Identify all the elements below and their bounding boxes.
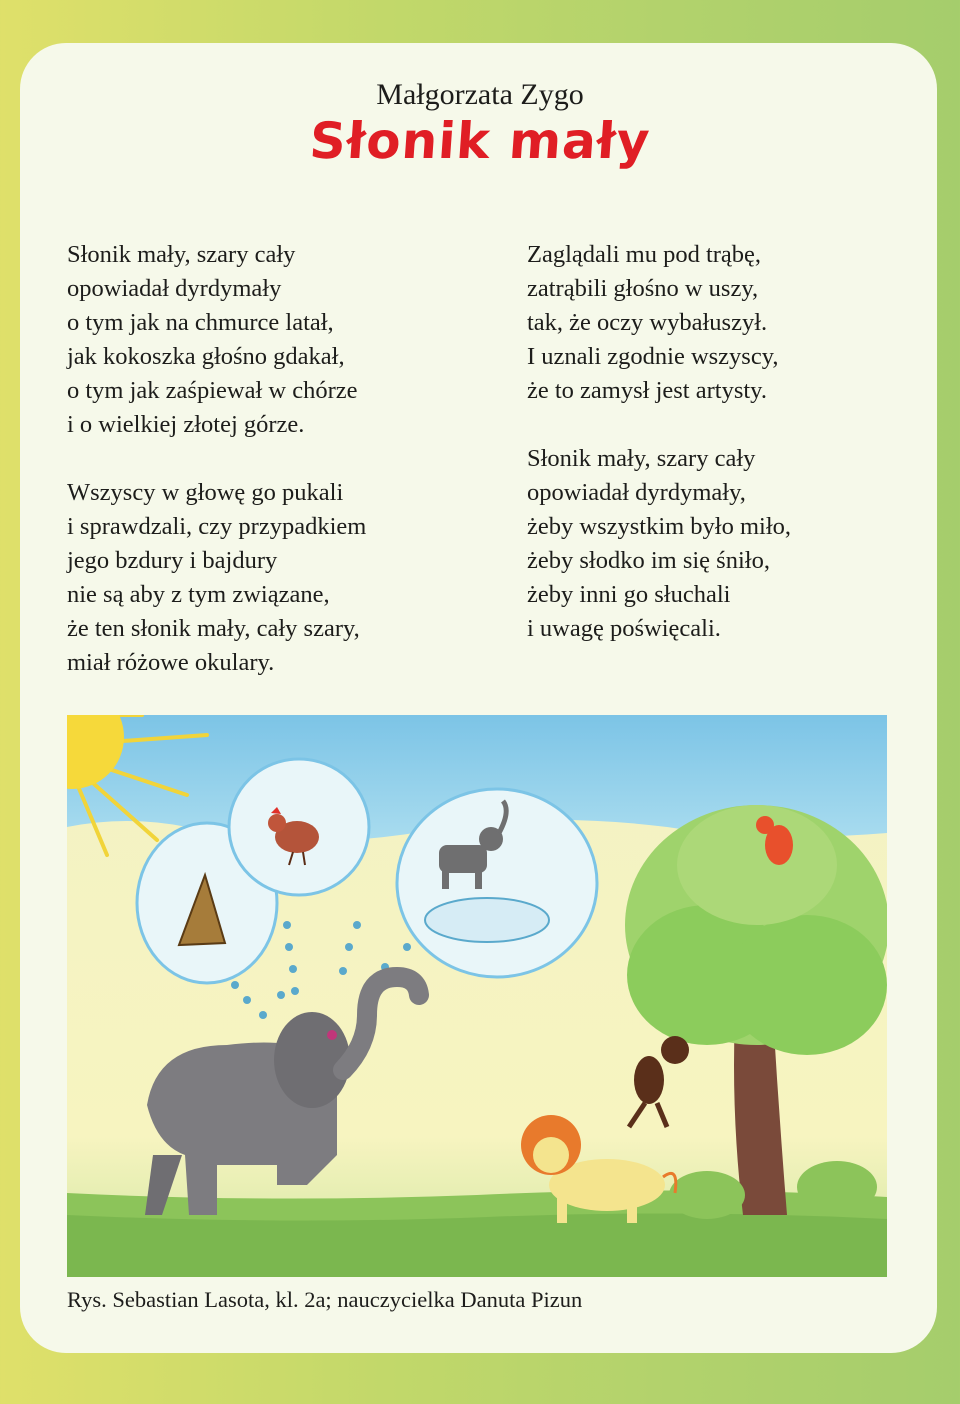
poem-line: opowiadał dyrdymały, [527, 479, 746, 506]
thought-bubble-elephant [397, 789, 597, 977]
poem-line: o tym jak na chmurce latał, [67, 309, 334, 336]
stanza-4 [527, 442, 791, 646]
thought-bubble-hen [229, 759, 369, 895]
poem-line: że to zamysł jest artysty. [527, 377, 767, 404]
poem-line: i o wielkiej złotej górze. [67, 411, 305, 438]
poem-line: Słonik mały, szary cały [67, 241, 296, 268]
poem-line: Zaglądali mu pod trąbę, [527, 241, 762, 268]
author-name: Małgorzata Zygo [376, 78, 584, 111]
poem-line: jak kokoszka głośno gdakał, [67, 343, 345, 370]
child-drawing [67, 715, 887, 1277]
stanza-2 [67, 476, 366, 680]
poem-line: nie są aby z tym związane, [67, 581, 330, 608]
poem-line: że ten słonik mały, cały szary, [67, 615, 360, 642]
poem-line: tak, że oczy wybałuszył. [527, 309, 768, 336]
stanza-1 [67, 238, 357, 442]
poem-line: opowiadał dyrdymały [67, 275, 282, 302]
poem-line: Słonik mały, szary cały [527, 445, 756, 472]
poem-line: Wszyscy w głowę go pukali [67, 479, 344, 506]
poem-line: i sprawdzali, czy przypadkiem [67, 513, 367, 540]
poem-line: żeby słodko im się śniło, [527, 547, 770, 574]
poem-line: I uznali zgodnie wszyscy, [527, 343, 779, 370]
poem-line: zatrąbili głośno w uszy, [527, 275, 759, 302]
poem-line: i uwagę poświęcali. [527, 615, 721, 642]
illustration-caption: Rys. Sebastian Lasota, kl. 2a; nauczycielka Danuta Pizun [67, 1287, 583, 1312]
poem-line: żeby wszystkim było miło, [527, 513, 792, 540]
poem-line: miał różowe okulary. [67, 649, 275, 676]
poem-title: Słonik mały [307, 112, 653, 170]
poem-line: żeby inni go słuchali [527, 581, 731, 608]
poem-line: o tym jak zaśpiewał w chórze [67, 377, 358, 404]
poem-line: jego bzdury i bajdury [67, 547, 278, 574]
stanza-3 [527, 238, 779, 408]
